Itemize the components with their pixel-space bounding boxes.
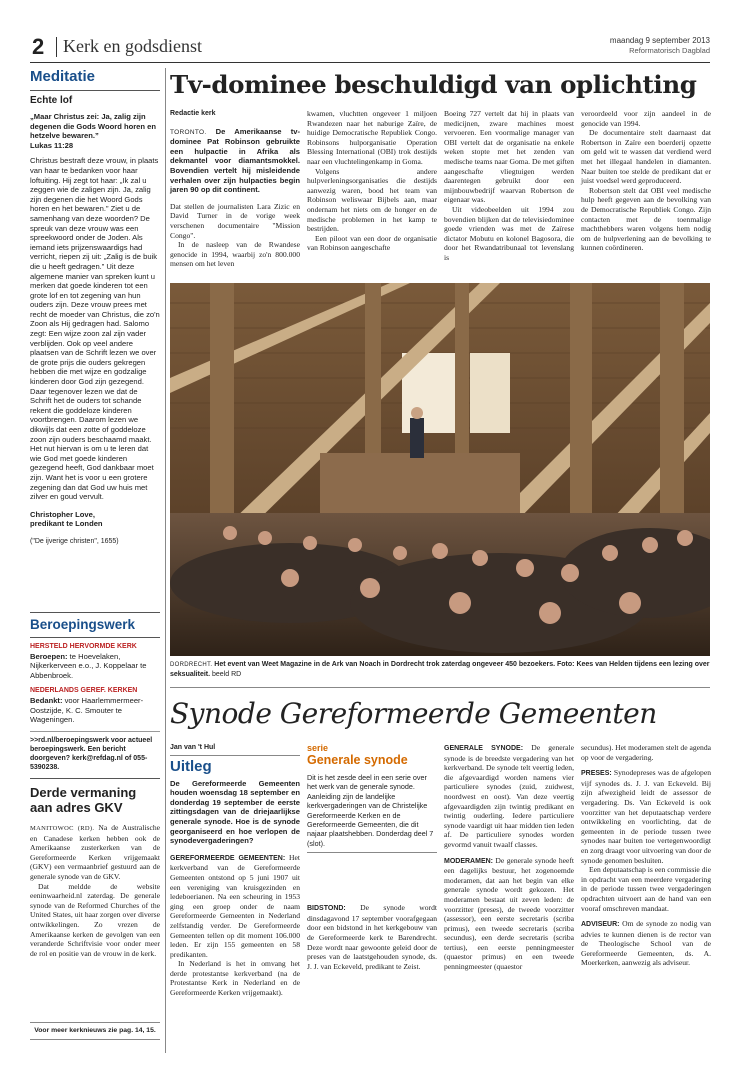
lead-byline: Redactie kerk [170,110,216,117]
issue-date: maandag 9 september 2013 [609,36,710,45]
beroeping-entry [30,696,160,725]
entry-label: Bedankt: [30,695,63,705]
synode-kicker: Uitleg [170,757,212,775]
synode-col-1 [170,743,300,998]
beroepingswerk-box [30,612,160,772]
synode-headline: Synode Gereformeerde Gemeenten [170,697,657,730]
caption-place: DORDRECHT. [170,662,213,668]
entry-label: Beroepen: [30,651,68,661]
entry-text: te Hoevelaken, Nijkerkerveen e.o., J. Koppelaar te Abbenbroek. [30,651,147,680]
adviseur-label: ADVISEUR: [581,921,620,929]
meditatie-quote: „Maar Christus zei: Ja, zalig zijn degenen die Gods Woord horen en hetzelve bewaren.” [30,112,157,141]
synode-author: Jan van 't Hul [170,744,216,751]
gg-label: GEREFORMEERDE GEMEENTEN: [170,854,286,862]
lead-col-2 [307,109,437,253]
lead-c2p3: Een piloot van een door de organisatie van Robinson aangeschafte [307,233,437,253]
lead-c3p1: Boeing 727 vertelt dat hij in plaats van medicijnen, zware machines moest vervoeren. Een voormalige manager van OBI vertelt dat de organisatie na enkele weken stopte met het zenden van medische teams naar Goma. De met giften aangeschafte vliegtuigen werden daarentegen gebruikt door een mijnbouwbedrijf waarvan Robertson de eigenaar was. [444,109,574,205]
mod-text: De generale synode heeft een dagelijks bestuur, het zogenoemde moderamen, dat aan het begin van elke generale synode wordt gekozen. Het moderamen bestaat uit zeven leden: de voorzitter (preses), de tweede voorzitter (assessor), een eerste secretaris (scriba primus), een tweede secretaris (scriba secundus), een derde secretaris (scriba tertius), een eerste penningmeester (quaestor primus) en een tweede penningmeester (quaestor [444,855,574,972]
bidstond-label: BIDSTOND: [307,905,346,913]
lead-col-1 [170,109,300,269]
sidebar [30,68,160,547]
serie-box [307,743,437,853]
gkv-p1: Na de Australische en Canadese kerken hebben ook de Amerikaanse zusterkerken van de Gereformeerde Kerken vrijgemaakt (GKV) een vermaanbrief gestuurd aan de generale synode van de GKV. [30,823,161,881]
lead-c2p2: Volgens andere hulpverleningsorganisaties die destijds aanwezig waren, bood het team van Robinson weliswaar Bijbels aan, maar ondernam het niets om de honger en de medische problemen in het kamp te bestrijden. [307,166,437,234]
gkv-p2: Dat meldde de website eeninwaarheid.nl zaterdag. De generale synode van de Reformed Churches of the United States, uit haar zorgen over diverse ontwikkelingen. Zo vrezen de Amerikaanse kerken de gevolgen van een veranderde Schriftvisie voor onder meer de rol en positie van de vrouw in de kerk. [30,881,160,958]
serie-title: Generale synode [307,753,408,767]
lead-c1p2: In de nasleep van de Rwandese genocide in 1994, waarbij zo'n 800.000 mensen om het leven [170,240,300,269]
church-name: NEDERLANDS GEREF. KERKEN [30,687,138,695]
lead-c4p1: veroordeeld voor zijn aandeel in de genocide van 1994. [581,109,711,128]
church-event-photo [170,283,710,656]
lead-col-4 [581,109,711,253]
entry-text: voor Haarlemmermeer-Oostzijde, K. C. Smouter te Wageningen. [30,695,144,725]
bidstond-text: De synode wordt dinsdagavond 17 september voorafgegaan door een bidstond in het kerkgebouw van de Gereformeerde kerk te Barendrecht. Deze wordt naar gewoonte geleid door de preses van de laatstgehouden synode, ds. J. J. van Eckeveld, predikant te Zeist. [307,903,437,971]
preses-label: PRESES: [581,770,612,778]
meditatie-author-role: predikant te Londen [30,519,103,529]
lead-c1p1: Dat stellen de journalisten Lara Zizic en David Turner in de vorige week verschenen documentaire "Mission Congo". [170,201,300,240]
gkv-headline-line2: aan adres GKV [30,800,123,815]
meditatie-source: ("De ijverige christen", 1655) [30,537,119,545]
gkv-body [30,823,160,958]
synode-col-3 [444,743,574,972]
gs-text: De generale synode is de breedste vergadering van het kerkverband. De synode telt veertig leden, die afgevaardigd worden namens vier particuliere synodes (zuid, zuidwest, noordwest en oost). Van deze veertig afgevaardigden zijn twintig predikant en twintig ouderling. Iedere particuliere synode vaardigt uit haar midden tien leden af. De particuliere synodes worden gevormd vanuit twaalf classes. [444,743,574,849]
gkv-article [30,778,160,958]
synode-intro: De Gereformeerde Gemeenten houden woensdag 18 september en donderdag 19 september de eerste zittingsdagen van de driejaarlijkse generale synode. Hoe is de synode georganiseerd en hoe verlopen de synodevergaderingen? [170,778,300,846]
adviseur-text: Om de synode zo nodig van advies te kunnen dienen is de rector van de Theologische School van de Gereformeerde Gemeenten, ds. A. Moerkerken, aanwezig als adviseur. [581,919,711,968]
section-title: Kerk en godsdienst [63,36,202,56]
deputaatschap-text: Een deputaatschap is een commissie die in opdracht van een meerdere vergadering in de periode tussen twee vergaderingen opdrachten uitvoert aan de hand van een vooraf omschreven mandaat. [581,865,711,913]
gkv-headline-line1: Derde vermaning [30,785,137,800]
beroepingswerk-contact-link[interactable]: >>rd.nl/beroepingswerk voor actueel beroepingswerk. Een bericht doorgeven? kerk@refdag.nl of 055-5390238. [30,736,153,771]
photo-caption [170,660,710,679]
kerknieuws-reference: Voor meer kerknieuws zie pag. 14, 15. [30,1022,160,1040]
lead-c3p2: Uit videobeelden uit 1994 zou bovendien blijken dat de televisiedominee goede vrienden was met de Zaïrese dictator Mobutu en kolonel Bagosora, die door het Rwandatribunaal tot levenslang is [444,204,574,262]
lead-intro: De Amerikaanse tv-dominee Pat Robinson gebruikte een hulpactie in Afrika als dekmantel voor diamantsmokkel. Bovendien vertelt hij misleidende verhalen over zijn hulpacties begin jaren 90 op dit continent. [170,126,300,195]
synode-p1: Het kerkverband van de Gereformeerde Gemeenten ontstond op 5 juni 1907 uit een vereniging van kruisgezinden en ledeboerianen. Na een scheuring in 1953 ging een groep onder de naam Gereformeerde Gemeenten in Nederland zelfstandig verder. De Gereformeerde Gemeenten tellen op dit moment 106.000 leden. Er zijn 155 gemeenten en 58 predikanten. [170,852,300,959]
page-number: 2 [32,34,45,59]
gkv-dateline: MANITOWOC (RD). [30,825,95,832]
preses-text: Synodepreses was de afgelopen vijf synodes ds. J. J. van Eckeveld. Bij zijn afwezigheid leidt de assessor de vergadering. Ds. Van Eckeveld is ook voorzitter van het deputaatschap verdere ontwikkeling en voorlichting, dat de gemeenten in de periode tussen twee synodes naar buiten toe vertegenwoordigt en zorg draagt voor uitvoering van door de synode genomen besluiten. [581,768,711,865]
synode-p2: In Nederland is het in omvang het derde protestantse kerkverband (na de Protestantse Kerk in Nederland en de Gereformeerde Kerken vrijgemaakt). [170,959,300,998]
meditatie-body: Christus bestraft deze vrouw, in plaats van haar te bedanken voor haar loftuiting. Hij zegt tot haar: „Ik zal u zeggen wie de zaligen zijn. Ja, zalig zijn degenen die het Woord Gods horen en het bewaren.” Ziet u de samenhang van deze woorden? De spreuk van deze vrouw was een spreekwoord onder de Joden. Als iemand iets prijzenswaardigs had verricht, riepen zij uit: „Zalig is de buik die u heeft gedragen.” Uit deze algemene manier van spreken kunt u merken dat goede kinderen tot een grote lof en tot zegening van hun ouders zijn. Deze vrouw prees met recht de moeder van Christus, die zo'n Zoon als Hij gedragen had. Salomo zegt: Een wijze zoon zal zijn vader verblijden. Ook op veel andere plaatsen van de Schrift lezen we over de grote prijs die ouders gekregen hebben die met wijze en godzalige kinderen door God zijn gezegend. Daar tegenover lezen we dat de Schrift het de ouders tot schande rekent die goddeloze kinderen voortbrengen. Daarom lezen we dikwijls dat een zotte of goddeloze zoon zijn ouders beschaamd maakt. Het nut hiervan is om u te leren dat wie God met goede kinderen gezegend heeft, God dankbaar moet zijn. Want het is voor u een grotere zegening dan dat God uw huis met zilver en goud vervult. [30,156,160,502]
gkv-headline [30,785,160,815]
beroeping-entry [30,652,160,681]
lead-dateline: TORONTO. [170,128,207,136]
serie-text: Dit is het zesde deel in een serie over het werk van de generale synode. Aanleiding zijn de landelijke kerkvergaderingen van de Christelijke Gereformeerde Kerken en de Gereformeerde Gemeenten, die dit najaar plaatshebben. Donderdag deel 7 (slot). [307,773,434,848]
meditatie-author: Christopher Love, [30,509,95,519]
lead-c4p2: De documentaire stelt daarnaast dat Robertson in Zaïre een boerderij opzette om geld wit te wassen dat verdiend werd met het illegaal handelen in diamanten. Naar buiten toe stelde de predikant dat er juist voedsel werd geproduceerd. [581,128,711,186]
photo-credit: beeld RD [210,671,242,678]
synode-col-2 [307,743,437,971]
paper-name: Reformatorisch Dagblad [629,46,710,55]
meditatie-ref: Lukas 11:28 [30,140,74,150]
lead-photo [170,283,710,656]
meditatie-title: Echte lof [30,95,73,106]
gs-label: GENERALE SYNODE: [444,745,524,752]
meditatie-heading: Meditatie [30,68,96,85]
church-name: HERSTELD HERVORMDE KERK [30,643,137,650]
lead-headline: Tv-dominee beschuldigd van oplichting [170,70,697,99]
lead-col-3 [444,109,574,263]
serie-label: serie [307,743,329,753]
synode-c4p1: secundus). Het moderamen stelt de agenda op voor de vergadering. [581,743,711,762]
lead-c2p1: kwamen, vluchtten ongeveer 1 miljoen Rwandezen naar het naburige Zaïre, de huidige Democratische Republiek Congo. Robinsons hulporganisatie Operation Blessing International (OBI) trok destijds naar een vluchtelingenkamp in Goma. [307,109,437,166]
synode-col-4 [581,743,711,968]
mod-label: MODERAMEN: [444,857,493,865]
beroepingswerk-heading: Beroepingswerk [30,617,136,632]
caption-text: Het event van Weet Magazine in de Ark van Noach in Dordrecht trok zaterdag ongeveer 450 bezoekers. Foto: Kees van Helden tijdens een lezing over seksualiteit. [170,661,710,678]
lead-c4p3: Robertson stelt dat OBI veel medische hulp heeft gegeven aan de bevolking van de Democratische Republiek Congo. Zijn contacten met de toenmalige machthebbers waren volgens hem nodig om de hulpverlening aan de bevolking te kunnen coördineren. [581,185,711,253]
